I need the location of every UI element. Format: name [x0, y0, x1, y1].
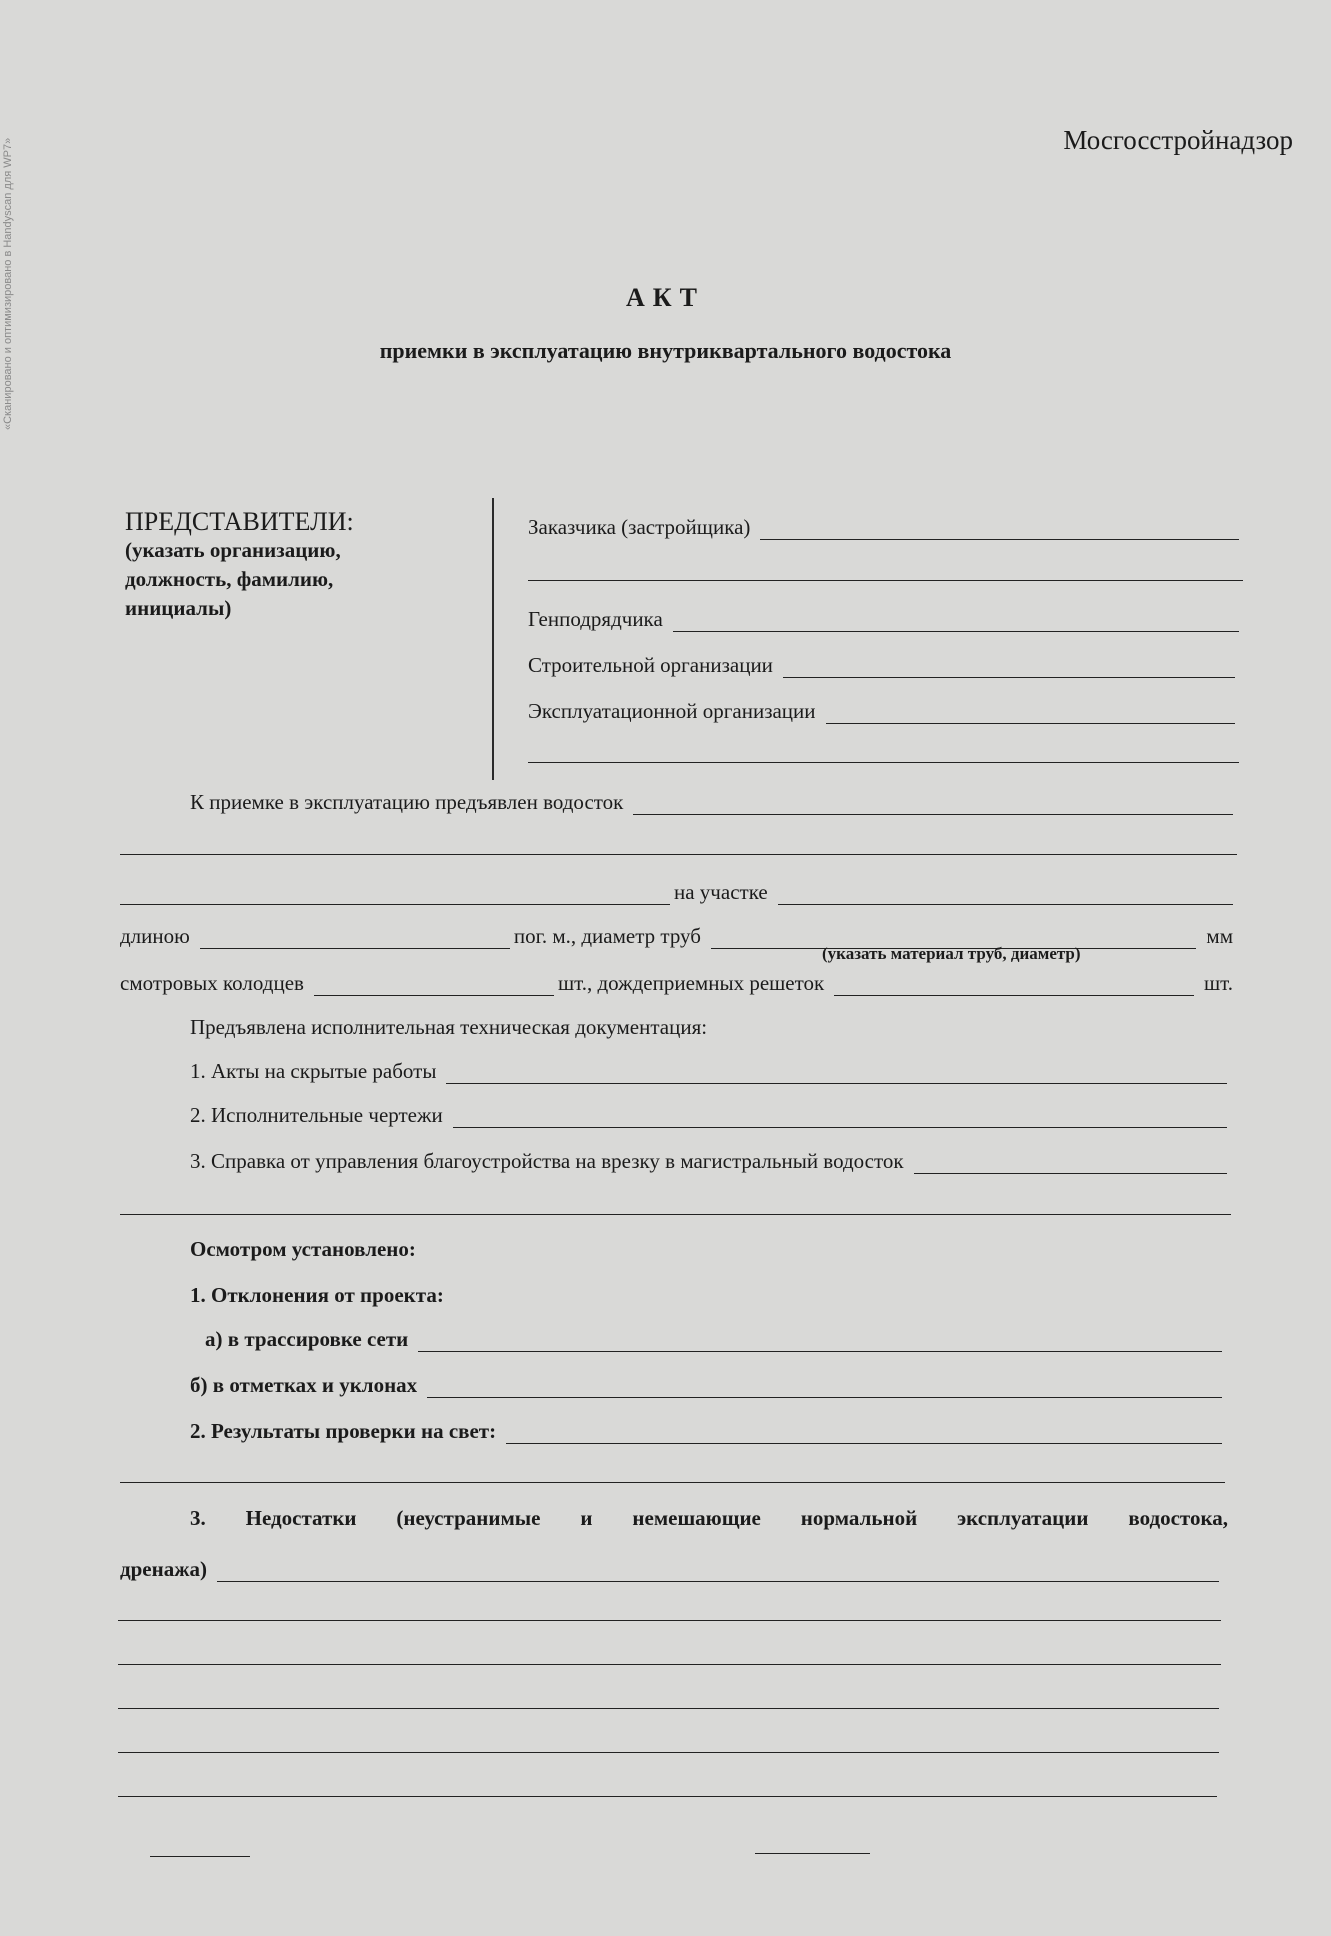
deviation-field[interactable]	[454, 1285, 1222, 1308]
section-prefix-field[interactable]	[120, 882, 670, 905]
section-row	[120, 875, 1237, 905]
length-unit-label: пог. м., диаметр труб	[513, 924, 701, 948]
customer-row	[528, 510, 1243, 540]
builder-field[interactable]	[783, 655, 1235, 678]
routing-row	[205, 1322, 1226, 1352]
doc-item-3-row	[190, 1144, 1231, 1174]
wells-label: смотровых колодцев	[120, 971, 304, 995]
builder-row	[528, 648, 1239, 678]
operator-field-2[interactable]	[528, 762, 1239, 763]
doc-item-3-field[interactable]	[914, 1151, 1227, 1174]
operator-row	[528, 694, 1239, 724]
routing-label: а) в трассировке сети	[205, 1327, 409, 1351]
doc-item-1-field[interactable]	[446, 1061, 1227, 1084]
light-test-label: 2. Результаты проверки на свет:	[190, 1419, 497, 1443]
customer-label: Заказчика (застройщика)	[528, 515, 751, 539]
defects-cont-label: дренажа)	[120, 1557, 207, 1581]
wells-row	[120, 966, 1233, 996]
defects-field[interactable]	[217, 1559, 1219, 1582]
doc-item-2-row	[190, 1098, 1231, 1128]
section-label: на участке	[674, 880, 768, 904]
levels-label: б) в отметках и уклонах	[190, 1373, 418, 1397]
doc-item-3-label: 3. Справка от управления благоустройства на врезку в магистральный водосток	[190, 1149, 904, 1173]
doc-item-1-label: 1. Акты на скрытые работы	[190, 1059, 437, 1083]
general-contractor-row	[528, 602, 1243, 632]
general-contractor-label: Генподрядчика	[528, 607, 663, 631]
operator-label: Эксплуатационной организации	[528, 699, 816, 723]
doc-item-2-label: 2. Исполнительные чертежи	[190, 1103, 443, 1127]
inspection-heading-row	[190, 1232, 1231, 1262]
agency-name: Мосгосстройнадзор	[1063, 125, 1293, 155]
presented-row	[190, 785, 1237, 815]
representatives-hint-2: должность, фамилию,	[125, 567, 334, 591]
documentation-heading: Предъявлена исполнительная техническая документация:	[190, 1015, 708, 1039]
defects-line-4[interactable]	[118, 1708, 1219, 1709]
grates-field[interactable]	[834, 973, 1194, 996]
presented-label: К приемке в эксплуатацию предъявлен водосток	[190, 790, 624, 814]
customer-field-2[interactable]	[528, 580, 1243, 581]
deviation-label: 1. Отклонения от проекта:	[190, 1283, 444, 1307]
representatives-label	[125, 507, 425, 623]
routing-field[interactable]	[418, 1329, 1222, 1352]
document-subtitle: приемки в эксплуатацию внутриквартального водостока	[379, 338, 952, 363]
wells-unit-label: шт., дождеприемных решеток	[557, 971, 825, 995]
light-test-field-2[interactable]	[120, 1482, 1225, 1483]
representatives-hint-1: (указать организацию,	[125, 538, 341, 562]
representatives-hint-3: инициалы)	[125, 596, 232, 620]
levels-field[interactable]	[427, 1375, 1222, 1398]
light-test-field[interactable]	[506, 1421, 1222, 1444]
defects-line-3[interactable]	[118, 1664, 1221, 1665]
operator-field[interactable]	[826, 701, 1235, 724]
representatives-heading: ПРЕДСТАВИТЕЛИ:	[125, 507, 354, 536]
scan-note: «Сканировано и оптимизировано в Handyscan для WP7»	[2, 137, 14, 430]
deviation-row	[190, 1278, 1226, 1308]
doc-item-1-row	[190, 1054, 1231, 1084]
general-contractor-field[interactable]	[673, 609, 1239, 632]
section-field[interactable]	[778, 882, 1233, 905]
length-label: длиною	[120, 924, 190, 948]
signature-line-left[interactable]	[150, 1856, 250, 1857]
defects-line-2[interactable]	[118, 1620, 1221, 1621]
builder-label: Строительной организации	[528, 653, 773, 677]
customer-field[interactable]	[760, 517, 1239, 540]
grates-unit-label: шт.	[1203, 971, 1233, 995]
documentation-heading-row	[190, 1010, 1233, 1040]
signature-line-right[interactable]	[755, 1853, 870, 1854]
document-title: АКТ	[626, 283, 705, 312]
material-hint: (указать материал труб, диаметр)	[822, 944, 1081, 963]
defects-line-5[interactable]	[118, 1752, 1219, 1753]
defects-line-6[interactable]	[118, 1796, 1217, 1797]
diameter-unit-label: мм	[1206, 924, 1233, 948]
presented-field-2[interactable]	[120, 854, 1237, 855]
light-test-row	[190, 1414, 1226, 1444]
defects-label: 3. Недостатки (неустранимые и немешающие нормальной эксплуатации водостока,	[190, 1506, 1228, 1530]
length-field[interactable]	[200, 926, 510, 949]
presented-field[interactable]	[633, 792, 1233, 815]
inspection-heading: Осмотром установлено:	[190, 1237, 416, 1261]
divider-line	[492, 498, 494, 780]
defects-row	[120, 1552, 1223, 1582]
levels-row	[190, 1368, 1226, 1398]
doc-item-3-field-2[interactable]	[120, 1214, 1231, 1215]
doc-item-2-field[interactable]	[453, 1105, 1227, 1128]
wells-field[interactable]	[314, 973, 554, 996]
